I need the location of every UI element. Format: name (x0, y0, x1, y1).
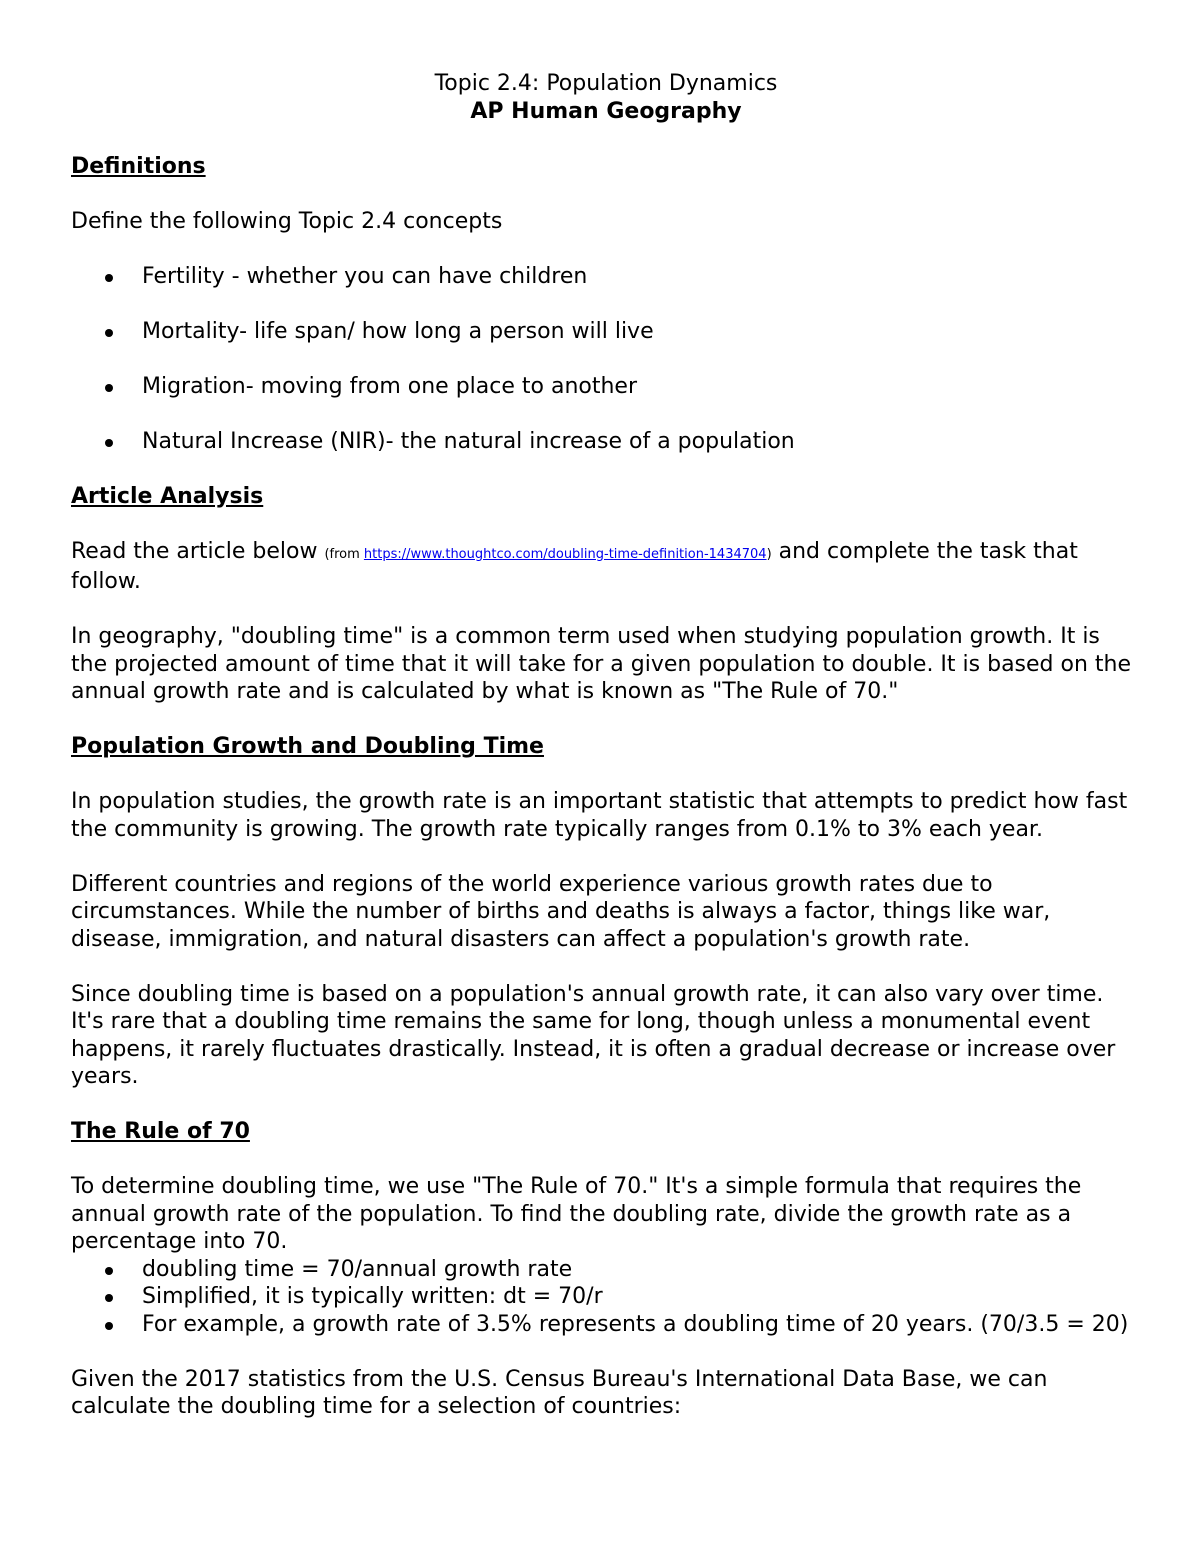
bullet-icon (105, 439, 113, 447)
list-item: Migration- moving from one place to another (71, 373, 1141, 401)
article-paragraph: In geography, "doubling time" is a common term used when studying population growth. It is the projected amount of time that it will take for a given population to double. It is based on the annual growth rate and is calculated by what is known as "The Rule of 70." (71, 624, 1132, 704)
list-item: Simplified, it is typically written: dt = 70/r (71, 1283, 1141, 1311)
list-item: Mortality- life span/ how long a person will live (71, 318, 1141, 346)
bullet-icon (105, 1294, 113, 1302)
document-title: Topic 2.4: Population Dynamics (434, 71, 778, 96)
growth-heading: Population Growth and Doubling Time (71, 734, 544, 759)
growth-paragraph-1: In population studies, the growth rate is an important statistic that attempts to predict how fast the community is growing. The growth rate typically ranges from 0.1% to 3% each year. (71, 789, 1128, 842)
read-instructions: Read the article below (from https://www.thoughtco.com/doubling-time-definition-1434704) and complete the task that follow. (71, 538, 1078, 594)
growth-paragraph-3: Since doubling time is based on a population's annual growth rate, it can also vary over time. It's rare that a doubling time remains the same for long, though unless a monumental event happens, it rarely fluctuates drastically. Instead, it is often a gradual decrease or increase over years. (71, 981, 1116, 1089)
list-item: Natural Increase (NIR)- the natural increase of a population (71, 428, 1141, 456)
bullet-icon (105, 1267, 113, 1275)
list-item: Fertility - whether you can have children (71, 263, 1141, 291)
document-subtitle: AP Human Geography (470, 98, 742, 124)
definitions-intro: Define the following Topic 2.4 concepts (71, 208, 503, 234)
bullet-icon (105, 1322, 113, 1330)
list-item: doubling time = 70/annual growth rate (71, 1256, 1141, 1284)
definitions-list (71, 263, 1141, 456)
definitions-heading: Definitions (71, 153, 206, 179)
document-page (71, 70, 1141, 1421)
list-item: For example, a growth rate of 3.5% represents a doubling time of 20 years. (70/3.5 = 20) (71, 1311, 1141, 1339)
bullet-icon (105, 329, 113, 337)
bullet-icon (105, 384, 113, 392)
rule-of-70-heading: The Rule of 70 (71, 1119, 250, 1144)
bullet-icon (105, 274, 113, 282)
article-analysis-heading: Article Analysis (71, 483, 264, 509)
rule-list (71, 1256, 1141, 1339)
rule-closing: Given the 2017 statistics from the U.S. Census Bureau's International Data Base, we can calculate the doubling time for a selection of countries: (71, 1366, 1048, 1419)
growth-paragraph-2: Different countries and regions of the world experience various growth rates due to circumstances. While the number of births and deaths is always a factor, things like war, disease, immigration, and natural disasters can affect a population's growth rate. (71, 871, 1051, 952)
rule-intro: To determine doubling time, we use "The Rule of 70." It's a simple formula that requires the annual growth rate of the population. To find the doubling rate, divide the growth rate as a percentage into 70. (71, 1174, 1082, 1254)
source-link[interactable]: https://www.thoughtco.com/doubling-time-definition-1434704 (363, 546, 767, 562)
